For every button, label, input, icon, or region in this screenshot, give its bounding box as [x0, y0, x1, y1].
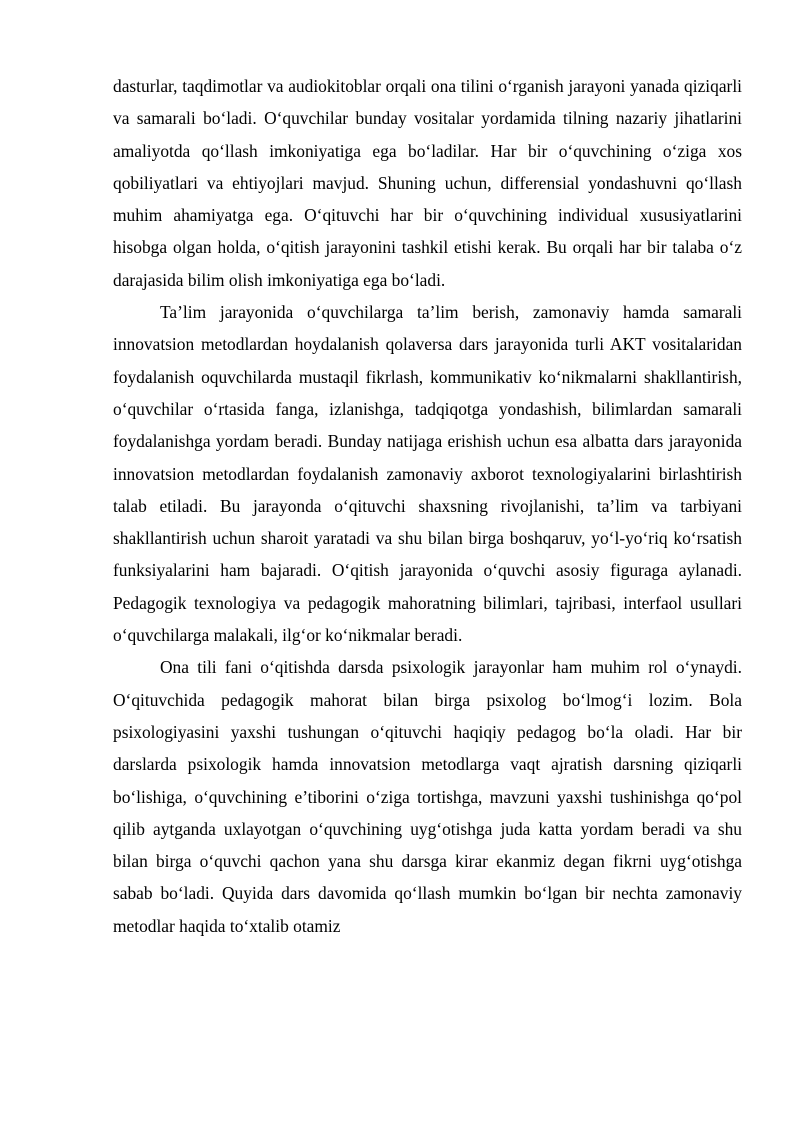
paragraph-continuation: dasturlar, taqdimotlar va audiokitoblar orqali ona tilini o‘rganish jarayoni yanada qiziqarli va samarali bo‘ladi. O‘quvchilar bunday vositalar yordamida tilning nazariy jihatlarini amaliyotda qo‘llash imkoniyatiga ega bo‘ladilar. Har bir o‘quvchining o‘ziga xos qobiliyatlari va ehtiyojlari mavjud. Shuning uchun, differensial yondashuvni qo‘llash muhim ahamiyatga ega. O‘qituvchi har bir o‘quvchining individual xususiyatlarini hisobga olgan holda, o‘qitish jarayonini tashkil etishi kerak. Bu orqali har bir talaba o‘z darajasida bilim olish imkoniyatiga ega bo‘ladi. — [113, 76, 742, 290]
paragraph-innovative-methods: Ta’lim jarayonida o‘quvchilarga ta’lim berish, zamonaviy hamda samarali innovatsion metodlardan hoydalanish qolaversa dars jarayonida turli AKT vositalaridan foydalanish oquvchilarda mustaqil fikrlash, kommunikativ ko‘nikmalarni shakllantirish, o‘quvchilar o‘rtasida fanga, izlanishga, tadqiqotga yondashish, bilimlardan samarali foydalanishga yordam beradi. Bunday natijaga erishish uchun esa albatta dars jarayonida innovatsion metodlardan foydalanish zamonaviy axborot texnologiyalarini birlashtirish talab etiladi. Bu jarayonda o‘qituvchi shaxsning rivojlanishi, ta’lim va tarbiyani shakllantirish uchun sharoit yaratadi va shu bilan birga boshqaruv, yo‘l-yo‘riq ko‘rsatish funksiyalarini ham bajaradi. O‘qitish jarayonida o‘quvchi asosiy figuraga aylanadi. Pedagogik texnologiya va pedagogik mahoratning bilimlari, tajribasi, interfaol usullari o‘quvchilarga malakali, ilg‘or ko‘nikmalar beradi. — [113, 302, 742, 646]
document-page — [113, 70, 742, 942]
paragraph-psychology: Ona tili fani o‘qitishda darsda psixologik jarayonlar ham muhim rol o‘ynaydi. O‘qituvchida pedagogik mahorat bilan birga psixolog bo‘lmog‘i lozim. Bola psixologiyasini yaxshi tushungan o‘qituvchi haqiqiy pedagog bo‘la oladi. Har bir darslarda psixologik hamda innovatsion metodlarga vaqt ajratish darsning qiziqarli bo‘lishiga, o‘quvchining e’tiborini o‘ziga tortishga, mavzuni yaxshi tushinishga qo‘pol qilib aytganda uxlayotgan o‘quvchining uyg‘otishga juda katta yordam beradi va shu bilan birga o‘quvchi qachon yana shu darsga kirar ekanmiz degan fikrni uyg‘otishga sabab bo‘ladi. Quyida dars davomida qo‘llash mumkin bo‘lgan bir nechta zamonaviy metodlar haqida to‘xtalib otamiz — [113, 657, 742, 936]
